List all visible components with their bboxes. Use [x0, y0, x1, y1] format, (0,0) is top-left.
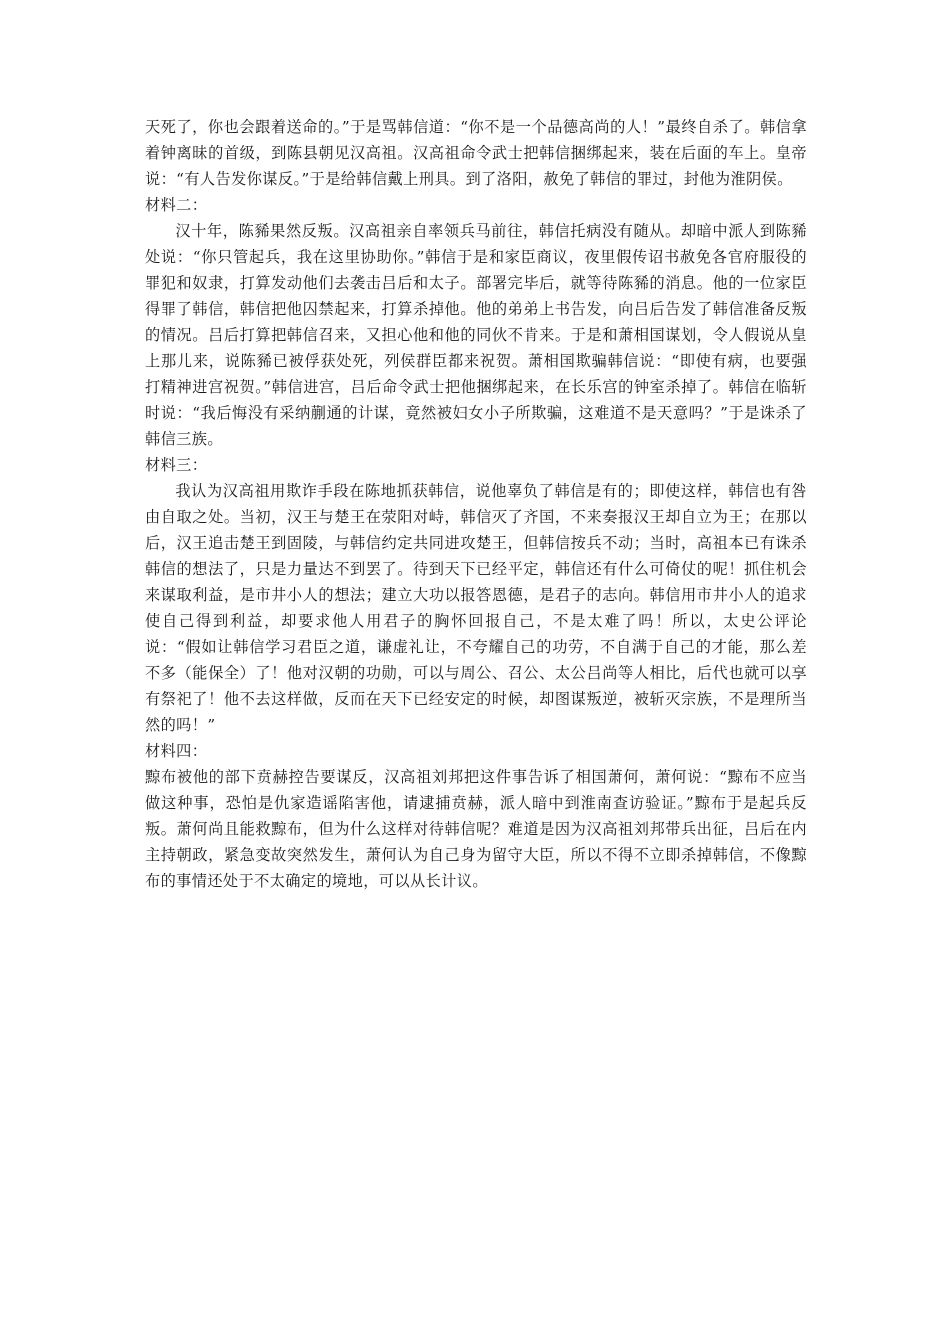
material-three-body: 我认为汉高祖用欺诈手段在陈地抓获韩信，说他辜负了韩信是有的；即使这样，韩信也有咎由自取之处。当初，汉王与楚王在荥阳对峙，韩信灭了齐国，不来奏报汉王却自立为王；在那以后，汉王追击楚王到固陵，与韩信约定共同进攻楚王，但韩信按兵不动；当时，高祖本已有诛杀韩信的想法了，只是力量达不到罢了。待到天下已经平定，韩信还有什么可倚仗的呢！抓住机会来谋取利益，是市井小人的想法；建立大功以报答恩德，是君子的志向。韩信用市井小人的追求使自己得到利益，却要求他人用君子的胸怀回报自己，不是太难了吗！所以，太史公评论说：“假如让韩信学习君臣之道，谦虚礼让，不夸耀自己的功劳，不自满于自己的才能，那么差不多（能保全）了！他对汉朝的功勋，可以与周公、召公、太公吕尚等人相比，后代也就可以享有祭祀了！他不去这样做，反而在天下已经安定的时候，却图谋叛逆，被斩灭宗族，不是理所当然的吗！” — [145, 482, 807, 734]
material-four-body: 黥布被他的部下贲赫控告要谋反，汉高祖刘邦把这件事告诉了相国萧何，萧何说：“黥布不应当做这种事，恐怕是仇家造谣陷害他，请逮捕贲赫，派人暗中到淮南查访验证。”黥布于是起兵反叛。萧何尚且能救黥布，但为什么这样对待韩信呢？难道是因为汉高祖刘邦带兵出征，吕后在内主持朝政，紧急变故突然发生，萧何认为自己身为留守大臣，所以不得不立即杀掉韩信，不像黥布的事情还处于不太确定的境地，可以从长计议。 — [145, 768, 807, 890]
material-three-heading: 材料三： — [145, 456, 208, 474]
material-two-heading: 材料二： — [145, 196, 208, 214]
material-four-heading: 材料四： — [145, 742, 208, 760]
intro-paragraph: 天死了，你也会跟着送命的。”于是骂韩信道：“你不是一个品德高尚的人！”最终自杀了。韩信拿着钟离昧的首级，到陈县朝见汉高祖。汉高祖命令武士把韩信捆绑起来，装在后面的车上。皇帝说：“有人告发你谋反。”于是给韩信戴上刑具。到了洛阳，赦免了韩信的罪过，封他为淮阴侯。 — [145, 118, 807, 188]
document-page — [145, 114, 807, 894]
material-two-body: 汉十年，陈豨果然反叛。汉高祖亲自率领兵马前往，韩信托病没有随从。却暗中派人到陈豨处说：“你只管起兵，我在这里协助你。”韩信于是和家臣商议，夜里假传诏书赦免各官府服役的罪犯和奴隶，打算发动他们去袭击吕后和太子。部署完毕后，就等待陈豨的消息。他的一位家臣得罪了韩信，韩信把他囚禁起来，打算杀掉他。他的弟弟上书告发，向吕后告发了韩信准备反叛的情况。吕后打算把韩信召来，又担心他和他的同伙不肯来。于是和萧相国谋划，令人假说从皇上那儿来，说陈豨已被俘获处死，列侯群臣都来祝贺。萧相国欺骗韩信说：“即使有病，也要强打精神进宫祝贺。”韩信进宫，吕后命令武士把他捆绑起来，在长乐宫的钟室杀掉了。韩信在临斩时说：“我后悔没有采纳蒯通的计谋，竟然被妇女小子所欺骗，这难道不是天意吗？”于是诛杀了韩信三族。 — [145, 222, 807, 448]
